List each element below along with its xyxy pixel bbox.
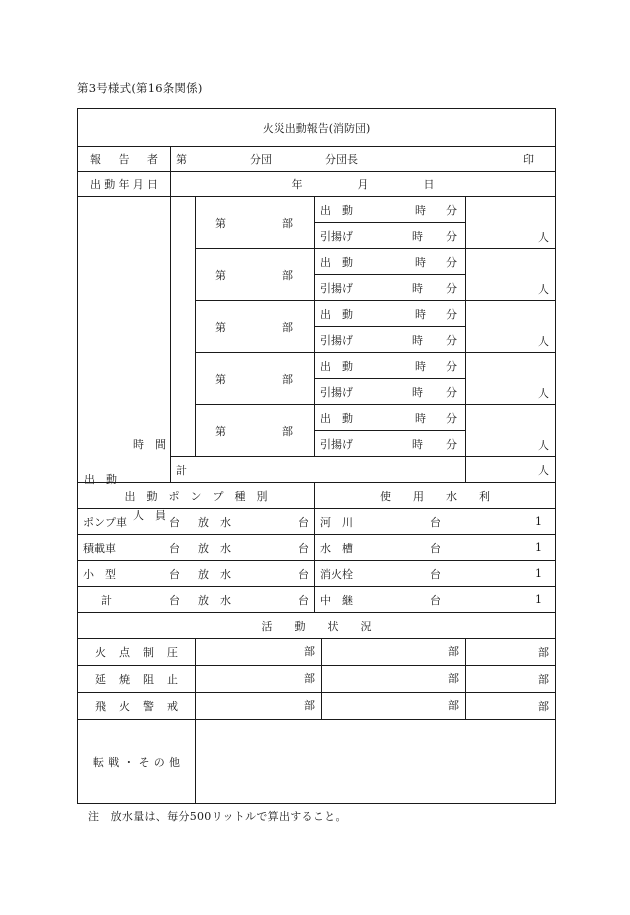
- reporter-row: [78, 147, 556, 172]
- withdraw-time-field[interactable]: 引揚げ 時 分: [315, 431, 466, 457]
- unit-number-field[interactable]: 第 部: [196, 353, 315, 405]
- other-notes-field[interactable]: [196, 720, 556, 804]
- unit-row: [78, 197, 556, 223]
- activity-header-row: [78, 613, 556, 639]
- pump-type-header: 出 動 ポ ン プ 種 別: [78, 483, 315, 509]
- unit-people-field[interactable]: 人: [466, 249, 556, 301]
- unit-number-field[interactable]: 第 部: [196, 301, 315, 353]
- activity-row: [78, 639, 556, 666]
- pump-count-field[interactable]: ポンプ車 台 放 水 台: [78, 509, 315, 535]
- dispatch-time-field[interactable]: 出 動 時 分: [315, 405, 466, 431]
- unit-people-field[interactable]: 人: [466, 301, 556, 353]
- pump-row: [78, 535, 556, 561]
- reporter-label: 報 告 者: [78, 147, 171, 172]
- dispatch-date-field[interactable]: [171, 172, 556, 197]
- dispatch-time-field[interactable]: 出 動 時 分: [315, 197, 466, 223]
- time-label: 時 間: [133, 437, 166, 451]
- water-source-header: 使 用 水 利: [315, 483, 556, 509]
- unit-number-field[interactable]: 第 部: [196, 197, 315, 249]
- water-source-field[interactable]: 水 槽 台 1: [315, 535, 556, 561]
- water-source-field[interactable]: 中 継 台 1: [315, 587, 556, 613]
- other-label: 転 戦 ・ そ の 他: [78, 720, 196, 804]
- water-source-field[interactable]: 消火栓 台 1: [315, 561, 556, 587]
- activity-label: 飛 火 警 戒: [78, 693, 196, 720]
- dispatch-time-field[interactable]: 出 動 時 分: [315, 301, 466, 327]
- withdraw-time-field[interactable]: 引揚げ 時 分: [315, 379, 466, 405]
- reporter-dai: 第: [176, 153, 187, 166]
- pump-count-field[interactable]: 積載車 台 放 水 台: [78, 535, 315, 561]
- activity-unit-field[interactable]: 部: [466, 666, 556, 693]
- activity-row: [78, 666, 556, 693]
- pump-row: [78, 587, 556, 613]
- pump-count-field[interactable]: 計 台 放 水 台: [78, 587, 315, 613]
- water-source-field[interactable]: 河 川 台 1: [315, 509, 556, 535]
- reporter-bundancho: 分団長: [325, 153, 358, 166]
- fire-dispatch-report-form: [77, 108, 556, 804]
- unit-number-field[interactable]: 第 部: [196, 405, 315, 457]
- pump-count-field[interactable]: 小 型 台 放 水 台: [78, 561, 315, 587]
- dispatch-time-field[interactable]: 出 動 時 分: [315, 249, 466, 275]
- date-month: 月: [357, 178, 369, 191]
- unit-people-field[interactable]: 人: [466, 353, 556, 405]
- activity-status-header: 活 動 状 況: [78, 613, 556, 639]
- withdraw-time-field[interactable]: 引揚げ 時 分: [315, 327, 466, 353]
- activity-unit-field[interactable]: 部: [466, 639, 556, 666]
- activity-unit-field[interactable]: 部 部: [196, 666, 466, 693]
- unit-people-field[interactable]: 人: [466, 405, 556, 457]
- reporter-bundan: 分団: [250, 153, 272, 166]
- seal-mark: 印: [523, 153, 534, 166]
- form-title: 火災出動報告(消防団): [78, 109, 556, 147]
- staff-total-field[interactable]: [171, 457, 466, 483]
- dispatch-label: 出 動: [84, 472, 117, 486]
- withdraw-time-field[interactable]: 引揚げ 時 分: [315, 223, 466, 249]
- activity-unit-field[interactable]: 部 部: [196, 639, 466, 666]
- date-year: 年: [291, 178, 303, 191]
- dispatch-time-field[interactable]: 出 動 時 分: [315, 353, 466, 379]
- activity-label: 延 焼 阻 止: [78, 666, 196, 693]
- unit-number-field[interactable]: 第 部: [196, 249, 315, 301]
- staff-total-people-field[interactable]: 人: [466, 457, 556, 483]
- pump-row: [78, 561, 556, 587]
- activity-unit-field[interactable]: 部: [466, 693, 556, 720]
- staff-total-label: 計: [176, 463, 187, 477]
- dispatch-date-label: 出 動 年 月 日: [78, 172, 171, 197]
- reporter-field[interactable]: [171, 147, 556, 172]
- dispatch-date-row: [78, 172, 556, 197]
- activity-label: 火 点 制 圧: [78, 639, 196, 666]
- activity-row: [78, 693, 556, 720]
- staff-section-label: [78, 197, 171, 522]
- withdraw-time-field[interactable]: 引揚げ 時 分: [315, 275, 466, 301]
- people-label: 人 員: [133, 508, 166, 522]
- activity-unit-field[interactable]: 部 部: [196, 693, 466, 720]
- form-number-label: 第3号様式(第16条関係): [77, 81, 203, 95]
- other-row: [78, 720, 556, 804]
- footnote: 注 放水量は、毎分500リットルで算出すること。: [88, 810, 347, 823]
- pump-water-header-row: [78, 483, 556, 509]
- unit-people-field[interactable]: 人: [466, 197, 556, 249]
- date-day: 日: [423, 178, 435, 191]
